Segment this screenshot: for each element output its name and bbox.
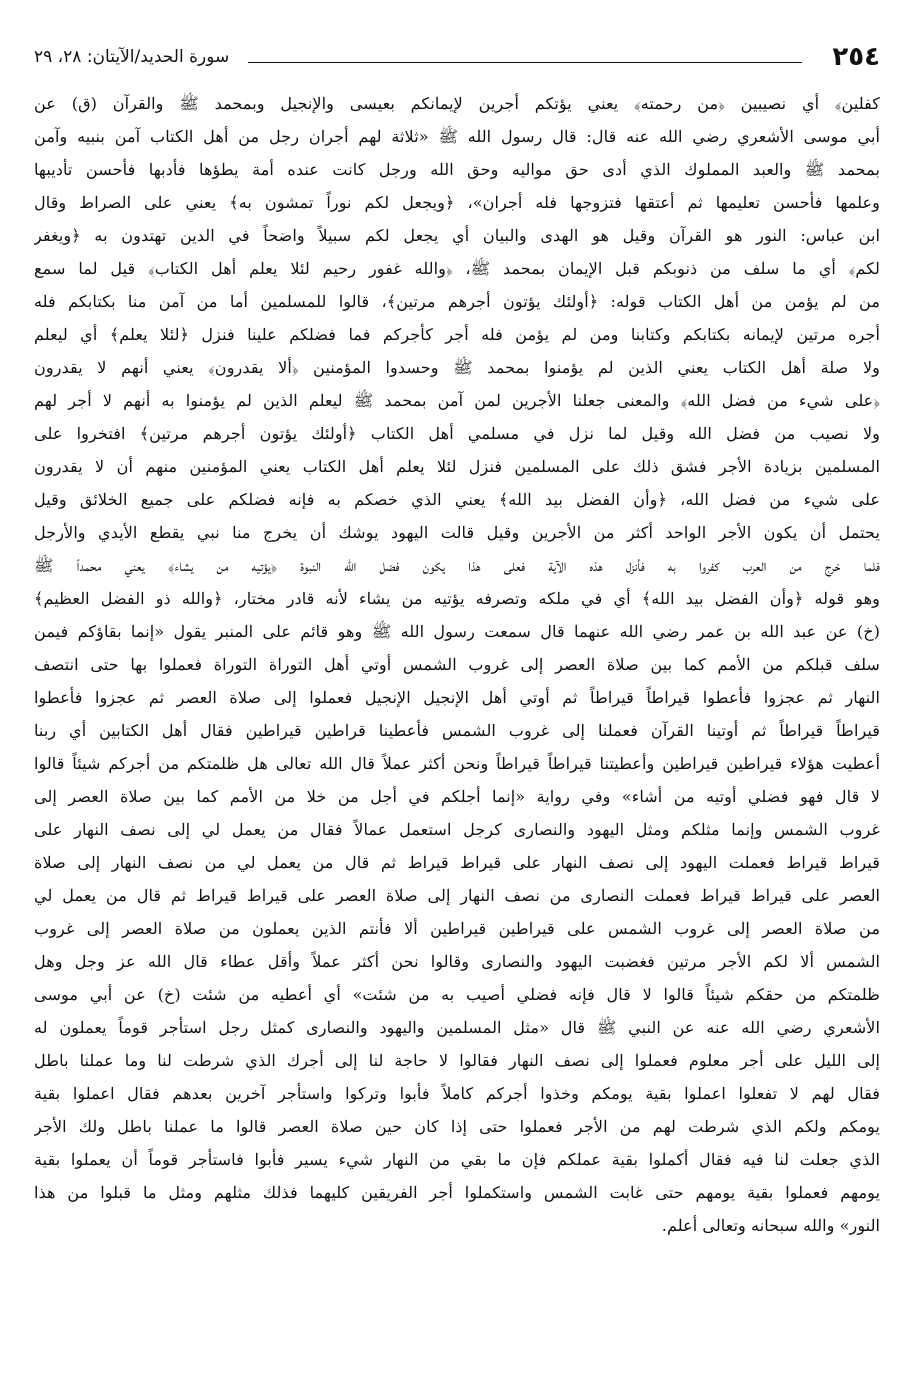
text-line: يحتمل أن يكون الأجر الواحد أكثر من الأجرين وقيل قالت اليهود يوشك أن يخرج منا نبي يقطع الأيدي والأرجل	[34, 523, 880, 542]
page-header	[34, 40, 880, 76]
text-line: لا قال فهو فضلي أوتيه من أشاء» وفي رواية «إنما أجلكم في أجل من خلا من الأمم كما بين صلاة العصر إلى	[34, 787, 880, 806]
text-line: كفلين﴾ أي نصيبين ﴿من رحمته﴾ يعني يؤتكم أجرين لإيمانكم بعيسى والإنجيل وبمحمد ﷺ والقرآن (ق) عن	[34, 94, 880, 113]
text-line: فلما خرج من العرب كفروا به فأنزل هذه الآية فعلى هذا يكون فضل الله النبوة ﴿يؤتيه من يشاء﴾ يعني محمداً ﷺ	[34, 556, 880, 575]
body-text	[34, 87, 880, 1242]
text-line: أبي موسى الأشعري رضي الله عنه قال: قال رسول الله ﷺ «ثلاثة لهم أجران رجل من أهل الكتاب آمن بنبيه وآمن	[34, 127, 880, 146]
text-line: قيراط قيراط فعملت اليهود إلى نصف النهار على قيراط قيراط ثم قال من يعمل لي من نصف النهار إلى صلاة	[34, 853, 880, 872]
text-line: على شيء من فضل الله، ﴿وأن الفضل بيد الله﴾ يعني الذي خصكم به فإنه فضلكم على جميع الخلائق وقيل	[34, 490, 880, 509]
text-line: الشمس ألا لكم الأجر مرتين فغضبت اليهود والنصارى وقالوا نحن أكثر عملاً وأقل عطاء قال الله عز وجل وهل	[34, 952, 880, 971]
text-line: لكم﴾ أي ما سلف من ذنوبكم قبل الإيمان بمحمد ﷺ، ﴿والله غفور رحيم لئلا يعلم أهل الكتاب﴾ قيل لما سمع	[34, 259, 880, 278]
header-rule	[248, 62, 802, 63]
text-line: ابن عباس: النور هو القرآن وقيل هو الهدى والبيان أي يجعل لكم سبيلاً واضحاً في الدين تهتدون به ﴿ويغفر	[34, 226, 880, 245]
text-line: ولا صلة أهل الكتاب يعني الذين لم يؤمنوا بمحمد ﷺ وحسدوا المؤمنين ﴿ألا يقدرون﴾ يعني أنهم لا يقدرون	[34, 358, 880, 377]
running-title: سورة الحديد/الآيتان: ٢٨، ٢٩	[34, 47, 230, 67]
text-line: وهو قوله ﴿وأن الفضل بيد الله﴾ أي في ملكه وتصرفه يؤتيه من يشاء لأنه قادر مختار، ﴿والله ذو الفضل العظيم﴾	[34, 589, 880, 608]
text-line: من صلاة العصر إلى غروب الشمس على قيراطين قيراطين ألا فأنتم الذين يعملون من صلاة العصر إلى غروب	[34, 919, 880, 938]
text-line: بمحمد ﷺ والعبد المملوك الذي أدى حق مواليه وحق الله ورجل كانت عنده أمة يطؤها فأدبها فأحسن تأديبها	[34, 160, 880, 179]
text-line: سلف قبلكم من الأمم كما بين صلاة العصر إلى غروب الشمس أوتي أهل التوراة التوراة فعملوا بها حتى انتصف	[34, 655, 880, 674]
text-line: النهار ثم عجزوا فأعطوا قيراطاً قيراطاً ثم أوتي أهل الإنجيل الإنجيل فعملوا إلى صلاة العصر ثم عجزوا فأعطوا	[34, 688, 880, 707]
text-line: إلى الليل على أجر معلوم فعملوا إلى نصف النهار فقالوا لا حاجة لنا إلى أجرك الذي شرطت لنا وما عملنا باطل	[34, 1051, 880, 1070]
text-line: من لم يؤمن من أهل الكتاب قوله: ﴿أولئك يؤتون أجرهم مرتين﴾، قالوا للمسلمين أما من آمن منا بكتابكم فله	[34, 292, 880, 311]
text-line: (خ) عن عبد الله بن عمر رضي الله عنهما قال سمعت رسول الله ﷺ وهو قائم على المنبر يقول «إنما بقاؤكم فيمن	[34, 622, 880, 641]
text-line: ظلمتكم من حقكم شيئاً قالوا لا قال فإنه فضلي أصيب به من شئت» أي أعطيه من شئت (خ) عن أبي موسى	[34, 985, 880, 1004]
text-line: يومكم ولكم الذي شرطت لهم من الأجر فعملوا حتى إذا كان حين صلاة العصر قالوا ما عملنا باطل ولك الأجر	[34, 1117, 880, 1136]
text-line: قيراطاً قيراطاً ثم أوتينا القرآن فعملنا إلى غروب الشمس فأعطينا قراطين قيراطين فقال أهل الكتابين أي ربنا	[34, 721, 880, 740]
text-line: ﴿على شيء من فضل الله﴾ والمعنى جعلنا الأجرين لمن آمن بمحمد ﷺ ليعلم الذين لم يؤمنوا به أنهم لا أجر لهم	[34, 391, 880, 410]
text-line: الأشعري رضي الله عنه عن النبي ﷺ قال «مثل المسلمين واليهود والنصارى كمثل رجل استأجر قوماً يعملون له	[34, 1018, 880, 1037]
text-line: ولا نصيب من فضل الله وقيل لما نزل في مسلمي أهل الكتاب ﴿أولئك يؤتون أجرهم مرتين﴾ افتخروا على	[34, 424, 880, 443]
text-line: يومهم فعملوا بقية يومهم حتى غابت الشمس واستكملوا أجر الفريقين كليهما فذلك مثلهم ومثل ما قبلوا من هذا	[34, 1183, 880, 1202]
text-line: أجره مرتين لإيمانه بكتابكم وكتابنا ومن لم يؤمن فله أجر كأجركم فما فضلكم علينا فنزل ﴿لئلا يعلم﴾ أي ليعلم	[34, 325, 880, 344]
text-line: العصر على قيراط قيراط فعملت النصارى من نصف النهار إلى صلاة العصر على قيراط قيراط ثم قال من يعمل لي	[34, 886, 880, 905]
text-line: غروب الشمس وإنما مثلكم ومثل اليهود والنصارى كرجل استعمل عمالاً فقال من يعمل لي إلى نصف النهار على	[34, 820, 880, 839]
text-line: أعطيت هؤلاء قيراطين قيراطين وأعطيتنا قيراطاً قيراطاً ونحن أكثر عملاً قال الله تعالى هل ظلمتكم من أجركم شيئاً قالوا	[34, 754, 880, 773]
page-number: ٢٥٤	[832, 42, 880, 72]
text-line: المسلمين بزيادة الأجر فشق ذلك على المسلمين فنزل لئلا يعلم أهل الكتاب يعني المؤمنين منهم أن لا يقدرون	[34, 457, 880, 476]
text-line-last: النور» والله سبحانه وتعالى أعلم.	[661, 1216, 880, 1235]
text-line: الذي جعلت لنا فيه فقال أكملوا بقية عملكم فإن ما بقي من النهار شيء يسير فأبوا فاستأجر قوماً أن يعملوا بقية	[34, 1150, 880, 1169]
text-line: وعلمها فأحسن تعليمها ثم أعتقها فتزوجها فله أجران»، ﴿ويجعل لكم نوراً تمشون به﴾ يعني على الصراط وقال	[34, 193, 880, 212]
text-line: فقال لهم لا تفعلوا اعملوا بقية يومكم وخذوا أجركم كاملاً فأبوا وتركوا واستأجر آخرين بعدهم فقال اعملوا بقية	[34, 1084, 880, 1103]
